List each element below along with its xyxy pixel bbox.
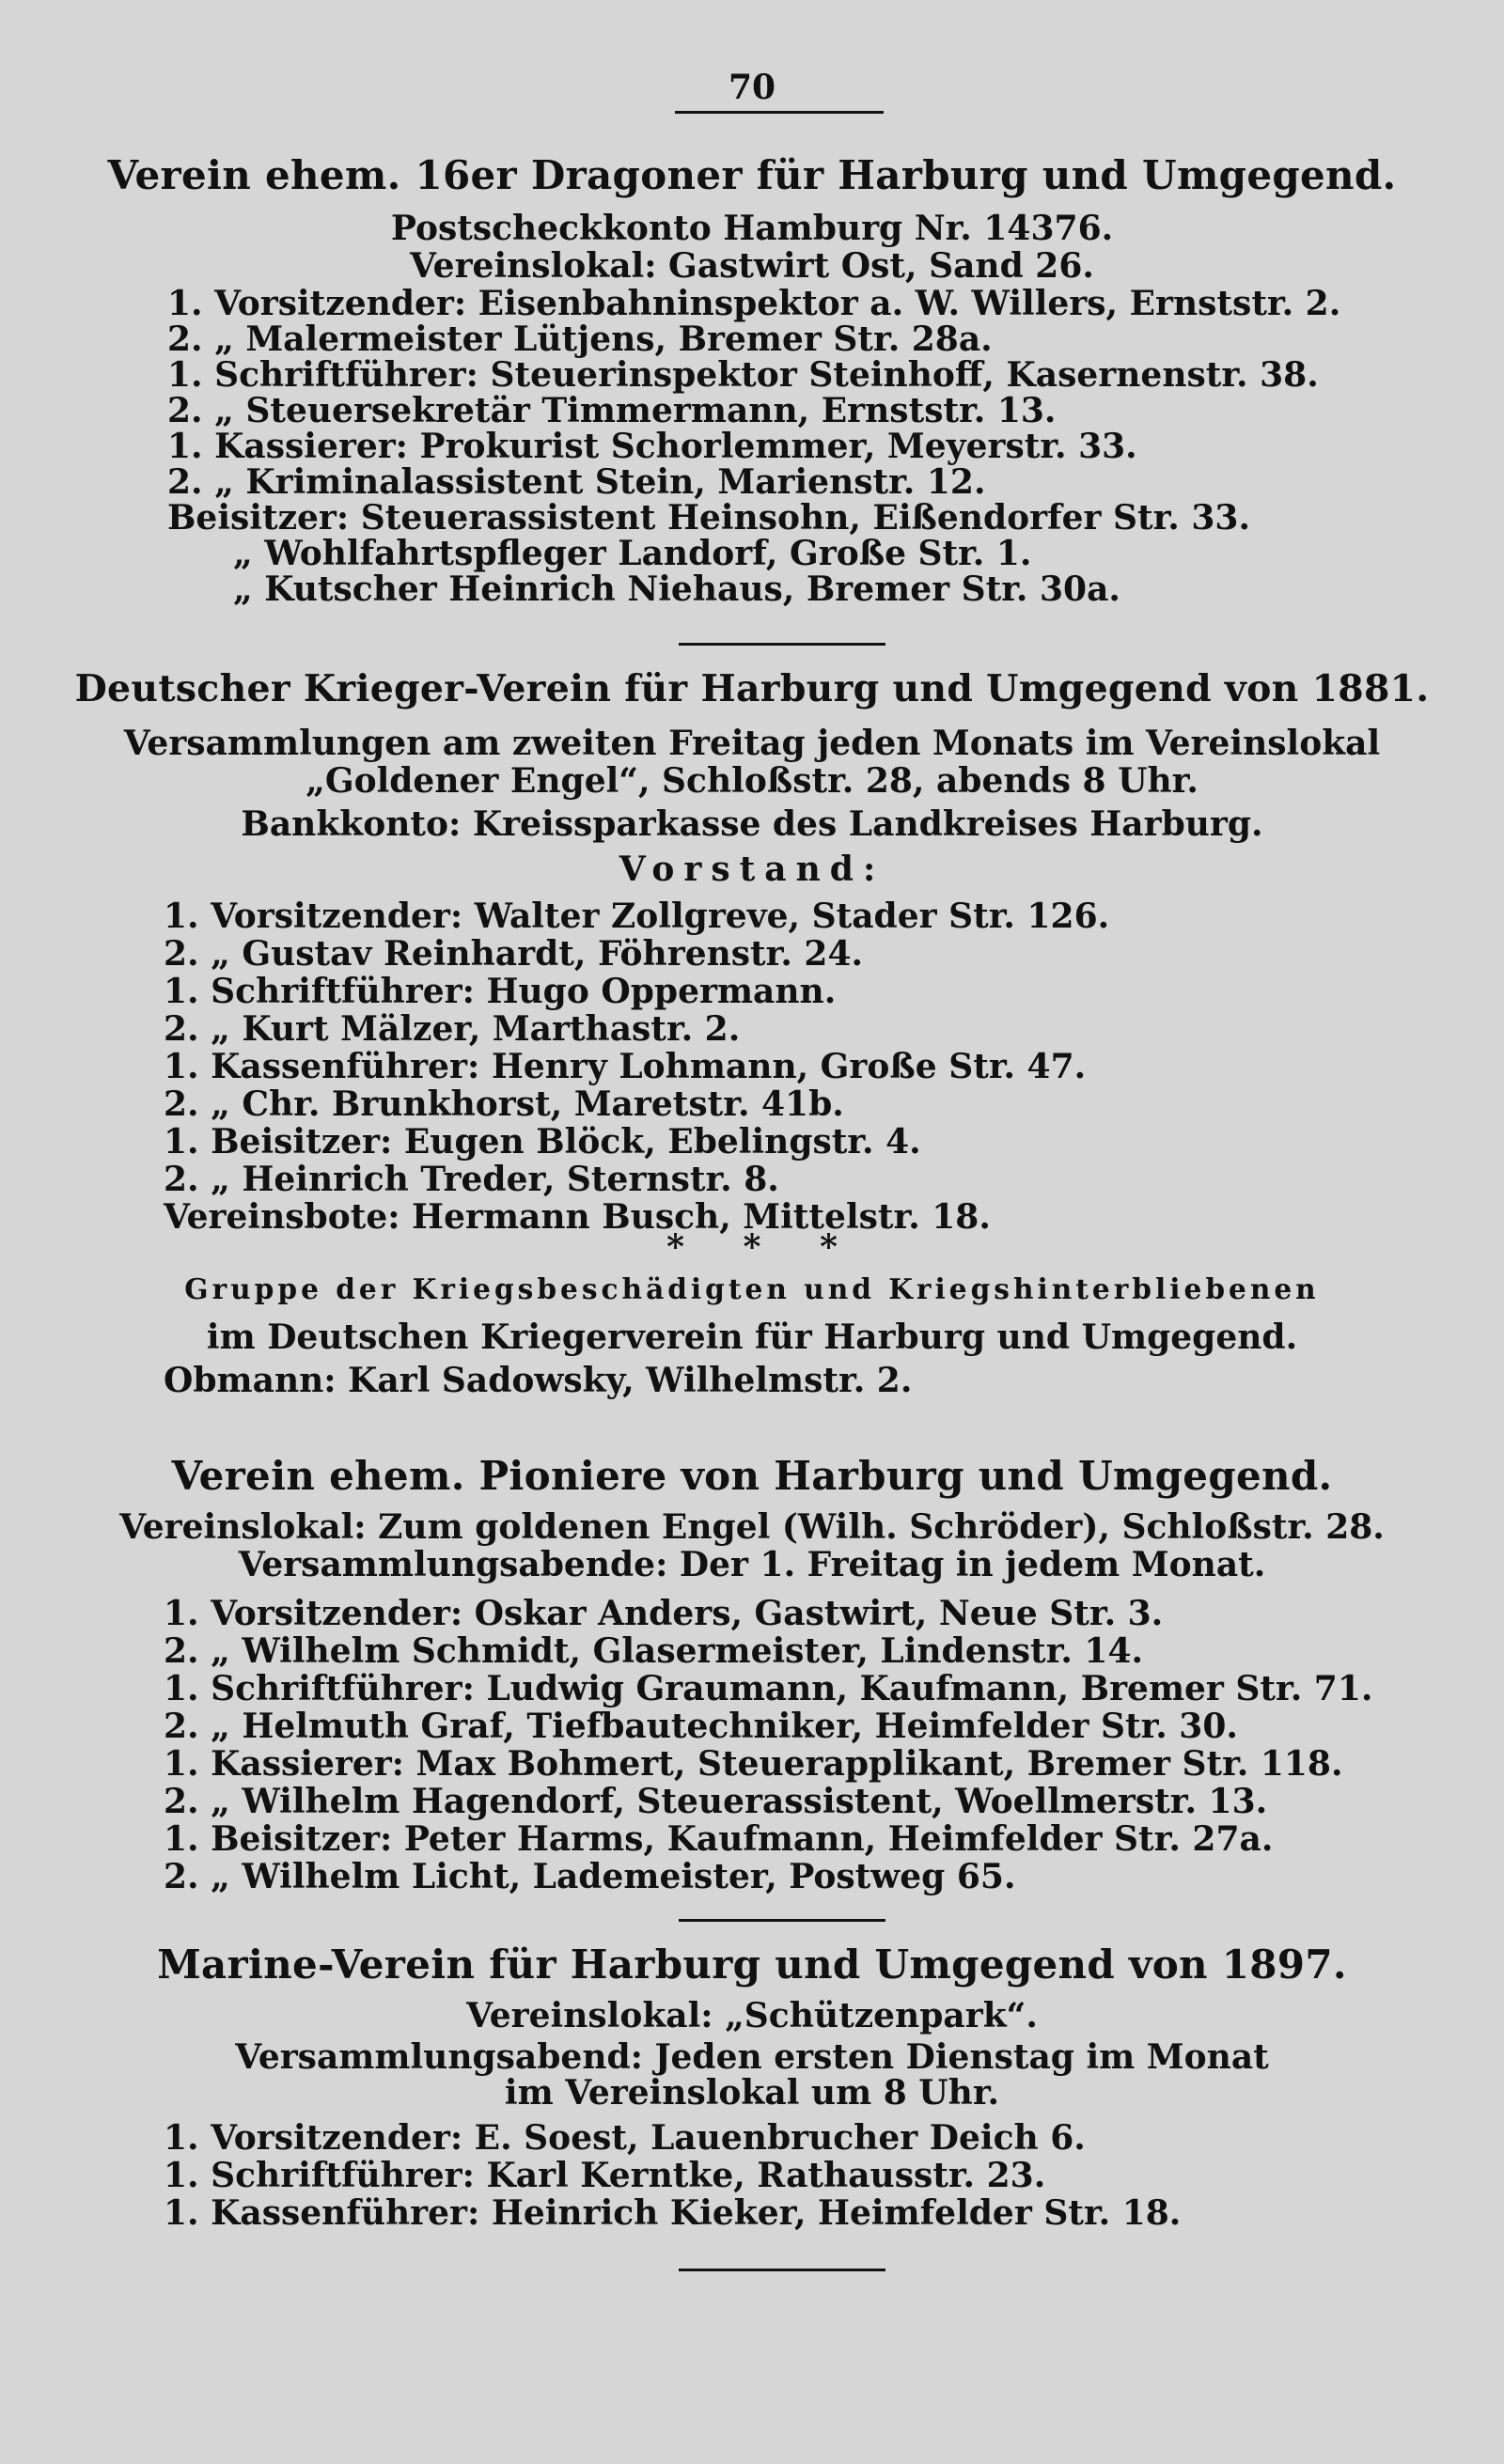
separator-stars: * * * [666,1227,838,1267]
member-line: 2. „ Wilhelm Hagendorf, Steuerassistent, Woellmerstr. 13. [164,1782,1268,1821]
member-line: 2. „ Chr. Brunkhorst, Maretstr. 41b. [164,1084,844,1124]
member-line: 2. „ Wilhelm Schmidt, Glasermeister, Lindenstr. 14. [164,1631,1144,1671]
member-line: 1. Vorsitzender: Walter Zollgreve, Stader Str. 126. [164,897,1110,936]
section-info: Versammlungen am zweiten Freitag jeden Monats im Vereinslokal [123,724,1381,763]
member-line: 1. Kassenführer: Heinrich Kieker, Heimfelder Str. 18. [164,2193,1182,2233]
page-number-rule [675,111,884,114]
group-chair: Obmann: Karl Sadowsky, Wilhelmstr. 2. [164,1361,913,1400]
member-line: „ Kutscher Heinrich Niehaus, Bremer Str. 30a. [233,569,1120,609]
section-info: Vereinslokal: Zum goldenen Engel (Wilh. Schröder), Schloßstr. 28. [119,1507,1385,1547]
group-heading: Gruppe der Kriegsbeschädigten und Kriegshinterbliebenen [184,1272,1320,1305]
member-line: 2. „ Malermeister Lütjens, Bremer Str. 28a. [167,320,993,359]
section-title: Verein ehem. Pioniere von Harburg und Umgegend. [171,1453,1333,1499]
section-info: im Vereinslokal um 8 Uhr. [504,2073,1000,2113]
member-line: 1. Schriftführer: Hugo Oppermann. [164,972,837,1011]
board-heading: Vorstand: [619,850,885,889]
section-title: Verein ehem. 16er Dragoner für Harburg und Umgegend. [107,152,1397,198]
member-line: 2. „ Wilhelm Licht, Lademeister, Postweg 65. [164,1857,1016,1896]
page-number: 70 [728,68,776,107]
member-line: Beisitzer: Steuerassistent Heinsohn, Eißendorfer Str. 33. [167,498,1250,538]
member-line: 1. Vorsitzender: Oskar Anders, Gastwirt, Neue Str. 3. [164,1594,1164,1633]
member-line: 1. Beisitzer: Eugen Blöck, Ebelingstr. 4. [164,1122,921,1162]
member-line: 1. Schriftführer: Karl Kerntke, Rathausstr. 23. [164,2156,1046,2195]
member-line: 2. „ Kurt Mälzer, Marthastr. 2. [164,1009,741,1049]
section-divider [679,643,885,646]
section-info: Bankkonto: Kreissparkasse des Landkreises Harburg. [241,804,1263,844]
member-line: 1. Kassenführer: Henry Lohmann, Große Str. 47. [164,1047,1087,1086]
member-line: 1. Schriftführer: Ludwig Graumann, Kaufmann, Bremer Str. 71. [164,1669,1373,1708]
member-line: 2. „ Helmuth Graf, Tiefbautechniker, Heimfelder Str. 30. [164,1707,1238,1746]
section-info: Versammlungsabende: Der 1. Freitag in jedem Monat. [238,1545,1266,1584]
member-line: 1. Schriftführer: Steuerinspektor Steinhoff, Kasernenstr. 38. [167,355,1319,395]
group-subheading: im Deutschen Kriegerverein für Harburg und Umgegend. [206,1318,1298,1357]
section-info: Versammlungsabend: Jeden ersten Dienstag im Monat [235,2037,1269,2077]
member-line: 1. Beisitzer: Peter Harms, Kaufmann, Heimfelder Str. 27a. [164,1819,1274,1859]
member-line: „ Wohlfahrtspfleger Landorf, Große Str. 1. [233,534,1032,573]
section-info: Vereinslokal: Gastwirt Ost, Sand 26. [410,246,1094,286]
member-line: Vereinsbote: Hermann Busch, Mittelstr. 18. [164,1197,991,1237]
section-title: Marine-Verein für Harburg und Umgegend von 1897. [157,1942,1347,1988]
section-info: Postscheckkonto Hamburg Nr. 14376. [390,209,1114,248]
member-line: 2. „ Kriminalassistent Stein, Marienstr. 12. [167,462,986,502]
section-info: „Goldener Engel“, Schloßstr. 28, abends 8 Uhr. [306,761,1198,801]
member-line: 1. Vorsitzender: E. Soest, Lauenbrucher Deich 6. [164,2118,1086,2158]
member-line: 2. „ Gustav Reinhardt, Föhrenstr. 24. [164,934,864,974]
section-divider [679,2269,885,2271]
member-line: 1. Vorsitzender: Eisenbahninspektor a. W. Willers, Ernststr. 2. [167,284,1341,323]
section-divider [679,1919,885,1922]
member-line: 2. „ Heinrich Treder, Sternstr. 8. [164,1160,779,1199]
member-line: 2. „ Steuersekretär Timmermann, Ernststr. 13. [167,391,1057,430]
section-info: Vereinslokal: „Schützenpark“. [466,1996,1038,2035]
member-line: 1. Kassierer: Max Bohmert, Steuerapplikant, Bremer Str. 118. [164,1744,1343,1784]
section-title: Deutscher Krieger-Verein für Harburg und Umgegend von 1881. [74,667,1430,710]
member-line: 1. Kassierer: Prokurist Schorlemmer, Meyerstr. 33. [167,427,1137,466]
